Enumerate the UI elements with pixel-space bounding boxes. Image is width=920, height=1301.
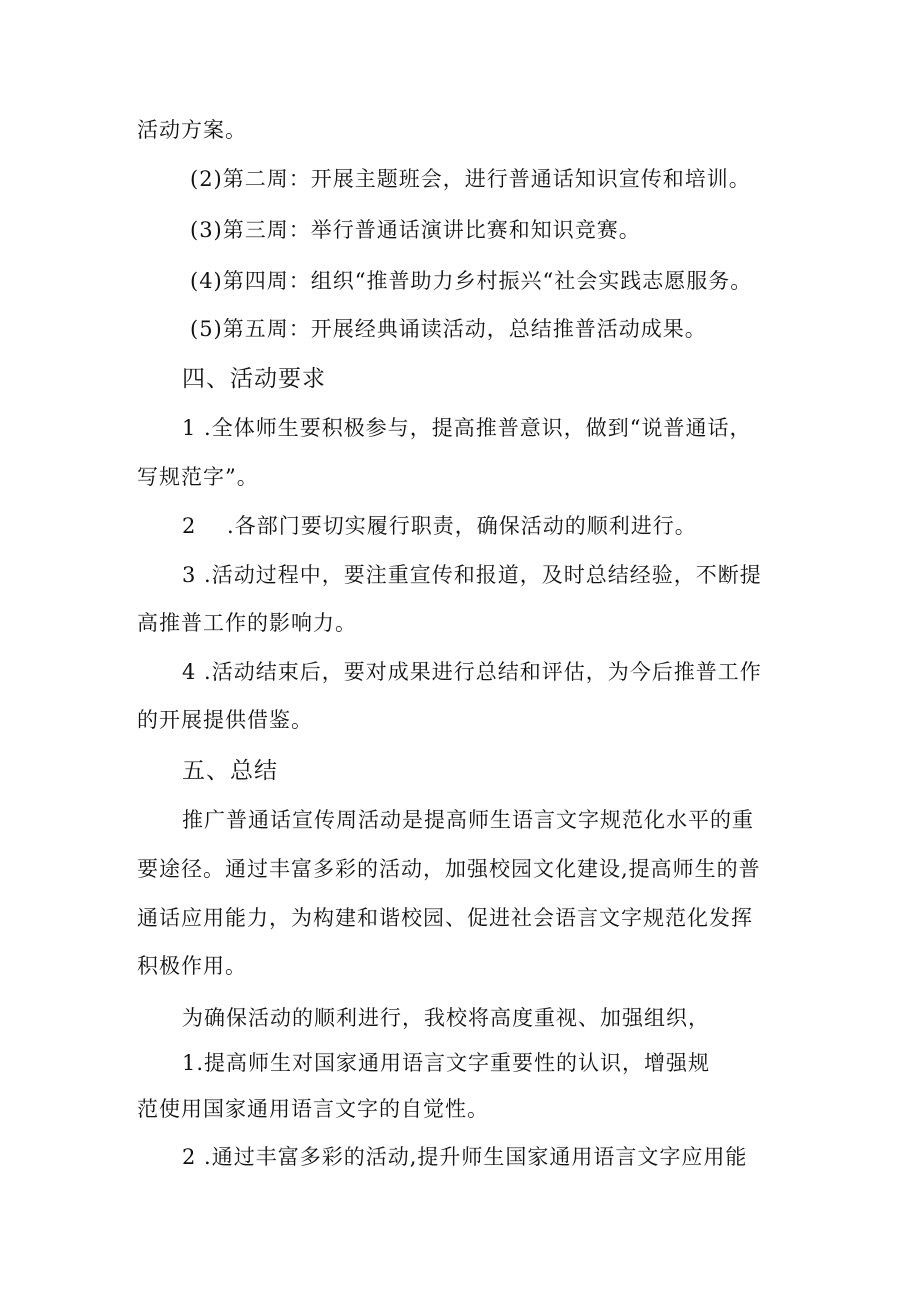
goal-2-line-1: 2 .通过丰富多彩的活动,提升师生国家通用语言文字应用能 [182,1145,748,1169]
requirement-3-line-2: 高推普工作的影响力。 [137,611,357,635]
requirement-1-line-1: 1 .全体师生要积极参与，提高推普意识，做到“说普通话， [182,416,752,440]
list-item-week-4: (4)第四周：组织“推普助力乡村振兴“社会实践志愿服务。 [190,269,753,293]
section-heading-requirements: 四、活动要求 [182,366,326,392]
requirement-4-line-1: 4 .活动结束后，要对成果进行总结和评估，为今后推普工作 [182,660,762,684]
goal-1-line-2: 范使用国家通用语言文字的自觉性。 [137,1097,489,1121]
requirement-3-line-1: 3 .活动过程中，要注重宣传和报道，及时总结经验，不断提 [182,563,762,587]
requirement-1-line-2: 写规范字”。 [137,465,259,489]
goal-1-line-1: 1.提高师生对国家通用语言文字重要性的认识，增强规 [182,1051,711,1075]
summary-line-3: 通话应用能力，为构建和谐校园、促进社会语言文字规范化发挥 [137,906,753,930]
paragraph-continuation: 活动方案。 [137,118,247,142]
summary-line-4: 积极作用。 [137,954,247,978]
list-item-week-3: (3)第三周：举行普通话演讲比赛和知识竞赛。 [190,218,641,242]
summary-line-2: 要途径。通过丰富多彩的活动，加强校园文化建设,提高师生的普 [137,857,761,881]
paragraph-ensure: 为确保活动的顺利进行，我校将高度重视、加强组织， [182,1006,710,1030]
list-item-week-5: (5)第五周：开展经典诵读活动，总结推普活动成果。 [190,317,707,341]
requirement-4-line-2: 的开展提供借鉴。 [137,708,313,732]
section-heading-summary: 五、总结 [182,758,278,784]
summary-line-1: 推广普通话宣传周活动是提高师生语言文字规范化水平的重 [182,808,754,832]
requirement-2: 2 .各部门要切实履行职责，确保活动的顺利进行。 [182,514,697,538]
list-item-week-2: (2)第二周：开展主题班会，进行普通话知识宣传和培训。 [190,167,751,191]
